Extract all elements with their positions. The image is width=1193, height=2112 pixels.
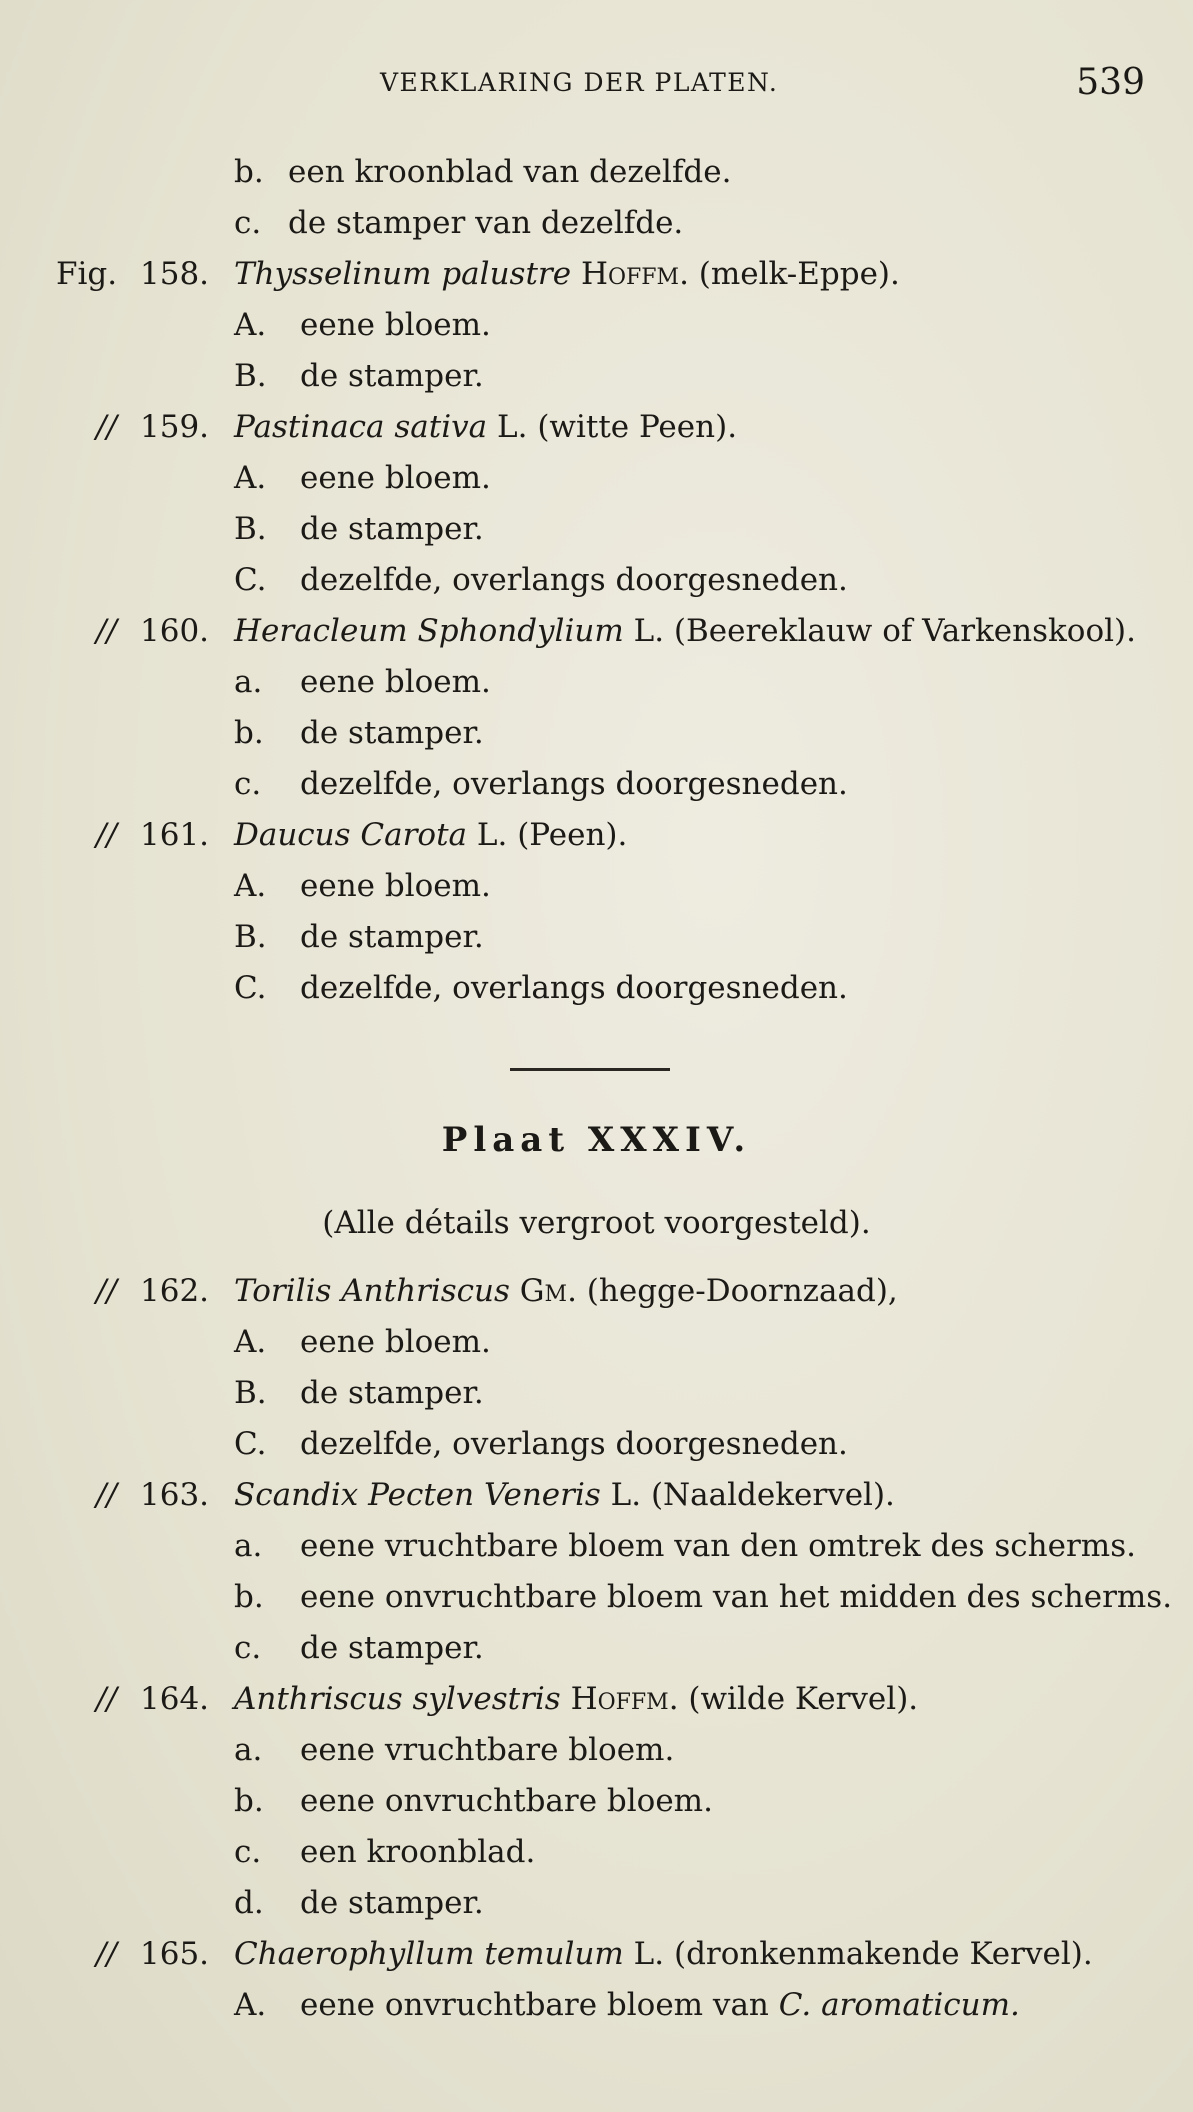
- fig-number: 164.: [140, 1681, 210, 1717]
- ditto-mark: //: [96, 1477, 117, 1513]
- author: Hoffm.: [580, 256, 689, 292]
- ditto-mark: //: [96, 1936, 117, 1972]
- author: L.: [633, 613, 665, 649]
- list-item: A. eene bloem.: [234, 1324, 491, 1360]
- species-name: Pastinaca sativa: [234, 409, 488, 445]
- fig-number: 161.: [140, 817, 210, 853]
- author: L.: [476, 817, 508, 853]
- list-item: B. de stamper.: [234, 358, 484, 394]
- ditto-mark: //: [96, 1681, 117, 1717]
- section-rule: [510, 1068, 670, 1071]
- common-name: (wilde Kervel).: [688, 1681, 919, 1717]
- figure-entry: [0, 1928, 1193, 1980]
- list-item: C. dezelfde, overlangs doorgesneden.: [234, 562, 848, 598]
- species-name: Thysselinum palustre: [234, 256, 572, 292]
- list-item: a. eene vruchtbare bloem.: [234, 1732, 675, 1768]
- list-item: c. de stamper.: [234, 1630, 484, 1666]
- list-item: B. de stamper.: [234, 919, 484, 955]
- fig-prefix: Fig.: [56, 256, 118, 292]
- list-item: B. de stamper.: [234, 1375, 484, 1411]
- list-item: a. eene bloem.: [234, 664, 491, 700]
- author: L.: [633, 1936, 665, 1972]
- list-item: c. dezelfde, overlangs doorgesneden.: [234, 766, 848, 802]
- ditto-mark: //: [96, 1273, 117, 1309]
- fig-number: 162.: [140, 1273, 210, 1309]
- figure-entry: [0, 248, 1193, 300]
- list-item: b. een kroonblad van dezelfde.: [234, 154, 732, 190]
- list-item: b. de stamper.: [234, 715, 484, 751]
- species-name: Daucus Carota: [234, 817, 468, 853]
- figure-entry: [0, 1469, 1193, 1521]
- figure-entry: [0, 1673, 1193, 1725]
- common-name: (hegge-Doornzaad),: [586, 1273, 898, 1309]
- common-name: (Peen).: [517, 817, 628, 853]
- list-item: c. de stamper van dezelfde.: [234, 205, 684, 241]
- list-item: A. eene bloem.: [234, 307, 491, 343]
- common-name: (melk-Eppe).: [698, 256, 900, 292]
- list-item: c. een kroonblad.: [234, 1834, 536, 1870]
- species-name: C. aromaticum.: [778, 1987, 1020, 2023]
- list-item: A. eene bloem.: [234, 868, 491, 904]
- ditto-mark: //: [96, 817, 117, 853]
- common-name: (Naaldekervel).: [650, 1477, 895, 1513]
- figure-entry: [0, 605, 1193, 657]
- species-name: Chaerophyllum temulum: [234, 1936, 624, 1972]
- plate-subtitle: (Alle détails vergroot voorgesteld).: [322, 1205, 871, 1241]
- author: Gm.: [519, 1273, 577, 1309]
- list-item: B. de stamper.: [234, 511, 484, 547]
- ditto-mark: //: [96, 409, 117, 445]
- fig-number: 160.: [140, 613, 210, 649]
- figure-entry: [0, 401, 1193, 453]
- species-name: Torilis Anthriscus: [234, 1273, 510, 1309]
- fig-number: 163.: [140, 1477, 210, 1513]
- common-name: (dronkenmakende Kervel).: [673, 1936, 1093, 1972]
- species-name: Heracleum Sphondylium: [234, 613, 624, 649]
- species-name: Anthriscus sylvestris: [234, 1681, 561, 1717]
- author: L.: [610, 1477, 642, 1513]
- list-item: b. eene onvruchtbare bloem van het midden des scherms.: [234, 1579, 1173, 1615]
- running-head: VERKLARING DER PLATEN.: [380, 68, 779, 97]
- list-item: C. dezelfde, overlangs doorgesneden.: [234, 970, 848, 1006]
- page-header: [0, 62, 1193, 112]
- list-item: b. eene onvruchtbare bloem.: [234, 1783, 713, 1819]
- common-name: (Beereklauw of Varkenskool).: [673, 613, 1137, 649]
- list-item: A. eene bloem.: [234, 460, 491, 496]
- fig-number: 158.: [140, 256, 210, 292]
- fig-number: 165.: [140, 1936, 210, 1972]
- page-number: 539: [1076, 62, 1145, 103]
- list-item: A. eene onvruchtbare bloem van C. aromaticum.: [234, 1987, 1020, 2023]
- author: L.: [497, 409, 528, 445]
- species-name: Scandix Pecten Veneris: [234, 1477, 601, 1513]
- list-item: a. eene vruchtbare bloem van den omtrek des scherms.: [234, 1528, 1136, 1564]
- plate-title: Plaat XXXIV.: [441, 1120, 752, 1160]
- author: Hoffm.: [570, 1681, 679, 1717]
- list-item: C. dezelfde, overlangs doorgesneden.: [234, 1426, 848, 1462]
- figure-entry: [0, 809, 1193, 861]
- fig-number: 159.: [140, 409, 210, 445]
- common-name: (witte Peen).: [537, 409, 738, 445]
- figure-entry: [0, 1265, 1193, 1317]
- ditto-mark: //: [96, 613, 117, 649]
- list-item: d. de stamper.: [234, 1885, 484, 1921]
